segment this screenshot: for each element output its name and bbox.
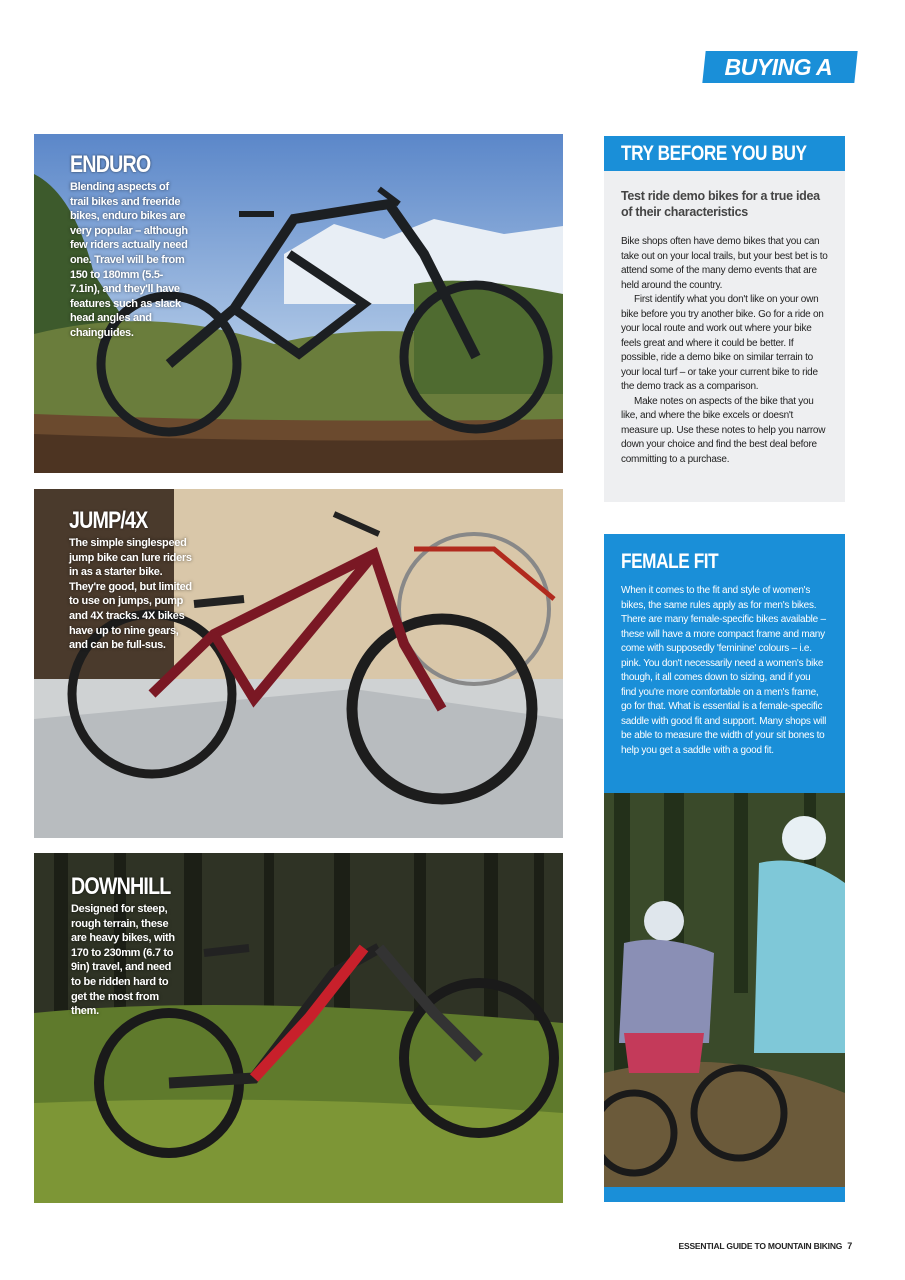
page-number: 7 <box>847 1241 852 1251</box>
downhill-caption <box>71 874 181 1019</box>
try-before-paragraph: Bike shops often have demo bikes that you can take out on your local trails, but your best bet is to attend some of the many demo events that are held around the country. <box>621 236 828 291</box>
try-before-subheading: Test ride demo bikes for a true idea of their characteristics <box>621 189 820 219</box>
try-before-body <box>621 235 828 467</box>
section-tag <box>702 51 857 112</box>
try-before-box <box>604 136 845 502</box>
jump-text: The simple singlespeed jump bike can lure riders in as a starter bike. They're good, but limited to use on jumps, pump and 4X tracks. 4X bikes have up to nine gears, and can be full-sus. <box>69 537 192 652</box>
female-fit-heading-text: FEMALE FIT <box>621 550 719 573</box>
try-before-paragraph: First identify what you don't like on your own bike before you try another bike. Go for a ride on your local route and work out where your bike feels great and where it could be better. If possible, ride a demo bike on similar terrain to your local turf – or take your current bike to ride the demo track as a comparison. <box>621 294 824 392</box>
female-fit-bottom-bar <box>604 1187 845 1202</box>
female-fit-body: When it comes to the fit and style of women's bikes, the same rules apply as for men's bikes. There are many female-specific bikes available – these will have a more compact frame and many come with supposedly 'feminine' colours – i.e. pink. You don't necessarily need a women's bike though, it all comes down to sizing, and if you find you're more comfortable on a men's frame, go for that. What is essential is a female-specific saddle with good fit and support. Many shops will be able to measure the width of your sit bones to help you get a saddle with a good fit. <box>621 585 827 756</box>
section-tag-label: BUYING A BIKE <box>724 54 833 112</box>
female-riders-photo <box>604 793 845 1187</box>
enduro-caption <box>70 152 190 341</box>
female-fit-heading <box>621 549 845 575</box>
footer-title: ESSENTIAL GUIDE TO MOUNTAIN BIKING <box>678 1241 843 1251</box>
enduro-title: ENDURO <box>70 151 151 178</box>
enduro-text: Blending aspects of trail bikes and freeride bikes, enduro bikes are very popular – although few riders actually need one. Travel will be from 150 to 180mm (5.5- 7.1in), and they'll have features such as slack head angles and chainguides. <box>70 181 188 339</box>
try-before-heading <box>604 136 845 171</box>
female-fit-box <box>604 534 845 793</box>
downhill-title: DOWNHILL <box>71 873 171 900</box>
try-before-heading-text: TRY BEFORE YOU BUY <box>621 142 807 165</box>
downhill-text: Designed for steep, rough terrain, these are heavy bikes, with 170 to 230mm (6.7 to 9in) travel, and need to be ridden hard to get the most from them. <box>71 903 175 1018</box>
jump-caption <box>69 508 194 653</box>
try-before-paragraph: Make notes on aspects of the bike that you like, and where the bike excels or doesn't measure up. Use these notes to help you narrow down your choice and find the best deal before committing to a purchase. <box>621 395 826 465</box>
page-footer <box>679 1241 853 1251</box>
jump-title: JUMP/4X <box>69 507 148 534</box>
